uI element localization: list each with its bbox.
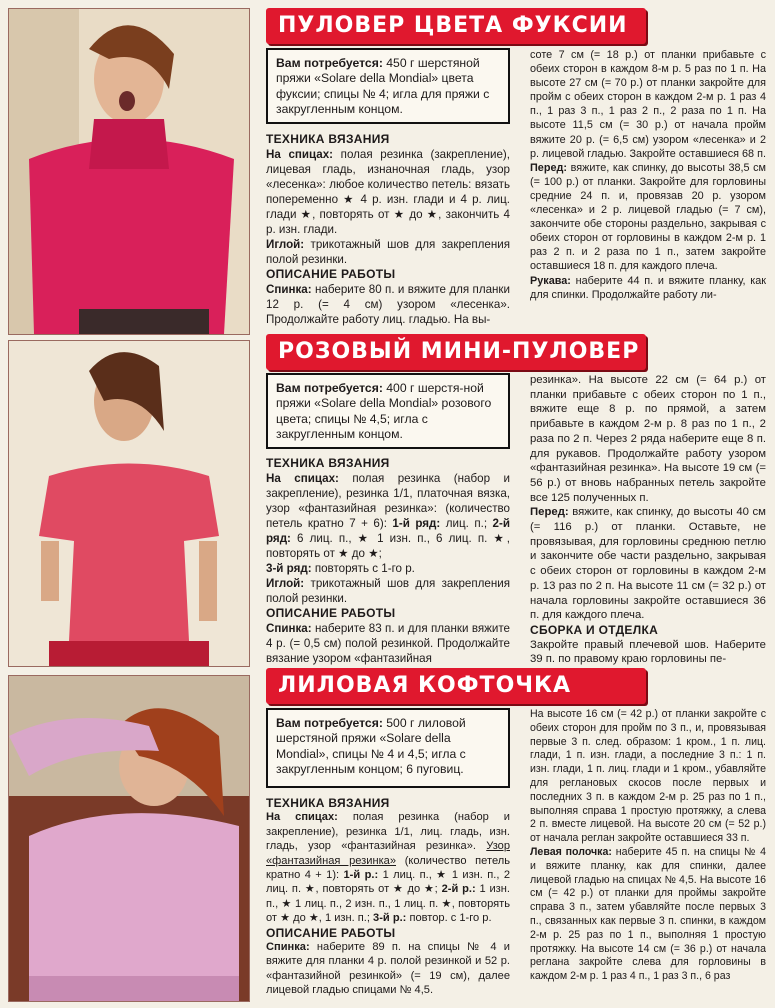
back-text: наберите 80 п. и вяжите для планки 12 р. (= 4 см) узором «лесенка». Продолжайте работу лиц. гладью. На вы- — [266, 283, 510, 326]
row1-label: 1-й ряд: — [392, 517, 441, 530]
front-label: Перед: — [530, 506, 569, 519]
photo-lilac-cardigan — [8, 675, 250, 1002]
work-heading: ОПИСАНИЕ РАБОТЫ — [266, 925, 396, 940]
back-text: наберите 83 п. и для планки вяжите 4 р. (= 0,5 см) полой резинкой. Продолжайте вязание узором «фантазийная — [266, 622, 510, 665]
needle-text: трикотажный шов для закрепления полой резинки. — [266, 238, 510, 266]
section-title — [266, 8, 646, 44]
pattern-text: (количество петель кратно 4 + 1): — [266, 854, 510, 882]
needle-text: трикотажный шов для закрепления полой резинки. — [266, 577, 510, 605]
requirements-box — [266, 373, 510, 449]
back-label: Спинка: — [266, 622, 312, 635]
row3-text: повторять с 1-го р. — [314, 562, 415, 575]
row2-text: 1 изн. п., ★ 1 лиц. п., 2 изн. п., 1 лиц. п. ★, повторять от ★ до ★, 1 изн. п.; — [266, 883, 510, 925]
row3-label: 3-й р.: — [373, 912, 407, 925]
requirements-box — [266, 708, 510, 788]
needle-label: Иглой: — [266, 577, 305, 590]
paragraph: На высоте 16 см (= 42 р.) от планки закройте с обеих сторон для пройм по 3 п., и, провязывая первые 3 п. след. образом: 1 кром., 1 п. лиц. глади, 1 п. изн. глади, а последние 3 п.: 1 п. изн. глади, 1 п. лиц. глади и 1 кром., убавляйте для реглановых скосов после первых и последних 3 п. в каждом 2-м р. 25 раз по 1 п., выполняя справа 1 простую протяжку, а слева 2 п. вместе лицевой. На высоте 20 см (= 52 р.) от начала реглан закройте оставшиеся 33 п. — [530, 708, 766, 845]
back-text: наберите 89 п. на спицы № 4 и вяжите для планки 4 р. полой резинкой и 52 р. «фантазийной резинкой» (= 19 см), далее лицевой гладью спицами № 4,5. — [266, 941, 510, 997]
right-column — [530, 373, 766, 668]
left-front-text: наберите 45 п. на спицы № 4 и вяжите планку, как для спинки, далее лицевой гладью на спицах № 4,5. На высоте 16 см (= 42 р.) от планки для проймы закройте справа 3 п., затем убавляйте после первых 3 п., связанных как первые 3 п. спинки, в каждом 2-м р. 25 раз по 1 п., выполняя 1 простую протяжку. На высоте 14 см (= 36 р.) от начала реглана закройте слева для горловины в каждом 2-м р. 1 раз 4 п., 1 раз 3 п., 6 раз — [530, 845, 766, 983]
row2-label: 2-й ряд: — [266, 517, 510, 545]
section-title-text: ЛИЛОВАЯ КОФТОЧКА — [278, 673, 572, 698]
needles-text: полая резинка (закрепление), лицевая гладь, изнаночная гладь, узор «лесенка»: любое количество петель: вязать попеременно ★ 4 р. изн. глади и 4 р. лиц. глади ★, повторять от ★ до ★, закончить 4 р. изн. глади. — [266, 148, 510, 236]
needles-label: На спицах: — [266, 811, 338, 824]
left-column — [266, 796, 510, 1004]
left-column — [266, 132, 510, 332]
right-column — [530, 708, 766, 1004]
work-heading: ОПИСАНИЕ РАБОТЫ — [266, 606, 396, 620]
front-text: вяжите, как спинку, до высоты 40 см (= 116 р.) от планки. Оставьте, не провязывая, для горловины среднюю петлю и закончите обе части раздельно, закрывая с обеих сторон от горловины в каждом 2-м р. 13 раз по 2 п. На высоте 11 см (= 32 р.) от начала горловины закройте оставшиеся 36 п. для каждого плеча. — [530, 506, 766, 622]
front-label: Перед: — [530, 161, 567, 174]
technique-heading: ТЕХНИКА ВЯЗАНИЯ — [266, 132, 390, 146]
requirements-text: 450 г шерстяной пряжи «Solare della Mondial» цвета фуксии; спицы № 4; игла для пряжи с закругленным концом. — [276, 56, 490, 117]
row1-label: 1-й р.: — [343, 869, 379, 882]
left-column — [266, 456, 510, 666]
photo-fuchsia-pullover — [8, 8, 250, 335]
section-title-text: РОЗОВЫЙ МИНИ-ПУЛОВЕР — [278, 339, 640, 364]
needles-label: На спицах: — [266, 472, 339, 485]
section-title — [266, 334, 646, 370]
sleeve-label: Рукава: — [530, 274, 571, 287]
pattern-label: Узор «фантазийная резинка» — [266, 840, 510, 867]
row1-text: лиц. п.; — [445, 517, 488, 530]
requirements-text: 500 г лиловой шерстяной пряжи «Solare della Mondial», спицы № 4 и 4,5; игла с закругленным концом; 6 пуговиц. — [276, 716, 466, 777]
paragraph: резинка». На высоте 22 см (= 64 р.) от планки прибавьте с обеих сторон по 1 п., вяжите еще 8 р. по прямой, а затем прибавьте в каждом 2-м р. 8 раз по 1 п., 2 раза по 2 п. Через 2 ряда наберите еще 8 п. для рукавов. Продолжайте работу узором «фантазийная резинка». На высоте 19 см (= 56 р.) от вновь набранных петель закройте все 125 полученных п. — [530, 374, 766, 504]
front-text: вяжите, как спинку, до высоты 38,5 см (= 100 р.) от планки. Закройте для горловины средние 24 п. и, провязав 20 р. узором «лесенка» и 2 р. лицевой гладью (= 7 см), закончите обе стороны раздельно, закрывая с обеих сторон от горловины в каждом 2-м р. 1 раз 2 п. и 2 раза по 1 п., затем закройте оставшиеся 18 п. для каждого плеча. — [530, 161, 766, 273]
section-title-text: ПУЛОВЕР ЦВЕТА ФУКСИИ — [278, 13, 628, 38]
technique-heading: ТЕХНИКА ВЯЗАНИЯ — [266, 456, 390, 470]
back-label: Спинка: — [266, 941, 310, 954]
technique-heading: ТЕХНИКА ВЯЗАНИЯ — [266, 796, 390, 810]
assembly-heading: СБОРКА И ОТДЕЛКА — [530, 622, 659, 637]
left-front-label: Левая полочка: — [530, 845, 612, 858]
needles-label: На спицах: — [266, 148, 334, 161]
requirements-label: Вам потребуется: — [276, 56, 383, 70]
needle-label: Иглой: — [266, 238, 305, 251]
requirements-box — [266, 48, 510, 124]
row2-label: 2-й р.: — [441, 883, 476, 896]
assembly-text: Закройте правый плечевой шов. Наберите 39 п. по правому краю горловины пе- — [530, 638, 766, 666]
back-label: Спинка: — [266, 283, 312, 296]
needles-text: полая резинка (набор и закрепление), резинка 1/1, платочная вязка, узор «фантазийная резинка»: (количество петель кратно 7 + 6): — [266, 472, 510, 530]
needles-text: полая резинка (набор и закрепление), резинка 1/1, лиц. гладь, изн. гладь, узор «фантазийная резинка». — [266, 811, 510, 853]
right-column — [530, 48, 766, 333]
sleeve-text: наберите 44 п. и вяжите планку, как для спинки. Продолжайте работу ли- — [530, 274, 766, 301]
row2-text: 6 лиц. п., ★ 1 изн. п., 6 лиц. п. ★, повторять от ★ до ★; — [266, 532, 510, 560]
paragraph: соте 7 см (= 18 р.) от планки прибавьте с обеих сторон в каждом 8-м р. 5 раз по 1 п. На высоте 27 см (= 70 р.) от планки закройте для пройм с обеих сторон в каждом 2-м р. 1 раз 4 п., 1 раз 3 п., 1 раз 2 п., 2 раза по 1 п. На высоте 11,5 см (= 30 р.) от начала пройм вяжите 20 р. (= 6,5 см) узором «лесенка» и 2 р. лицевой гладью. Закройте оставшиеся 68 п. — [530, 49, 766, 160]
row3-text: повтор. с 1-го р. — [409, 912, 492, 925]
row1-text: 1 лиц. п., ★ 1 изн. п., 2 лиц. п. ★, повторять от ★ до ★; — [266, 869, 510, 896]
row3-label: 3-й ряд: — [266, 562, 312, 575]
requirements-text: 400 г шерстя-ной пряжи «Solare della Mondial» розового цвета; спицы № 4,5; игла с закругленным концом. — [276, 381, 492, 442]
photo-pink-mini-pullover — [8, 340, 250, 667]
requirements-label: Вам потребуется: — [276, 381, 383, 395]
section-title — [266, 668, 646, 704]
work-heading: ОПИСАНИЕ РАБОТЫ — [266, 267, 396, 281]
requirements-label: Вам потребуется: — [276, 716, 383, 730]
